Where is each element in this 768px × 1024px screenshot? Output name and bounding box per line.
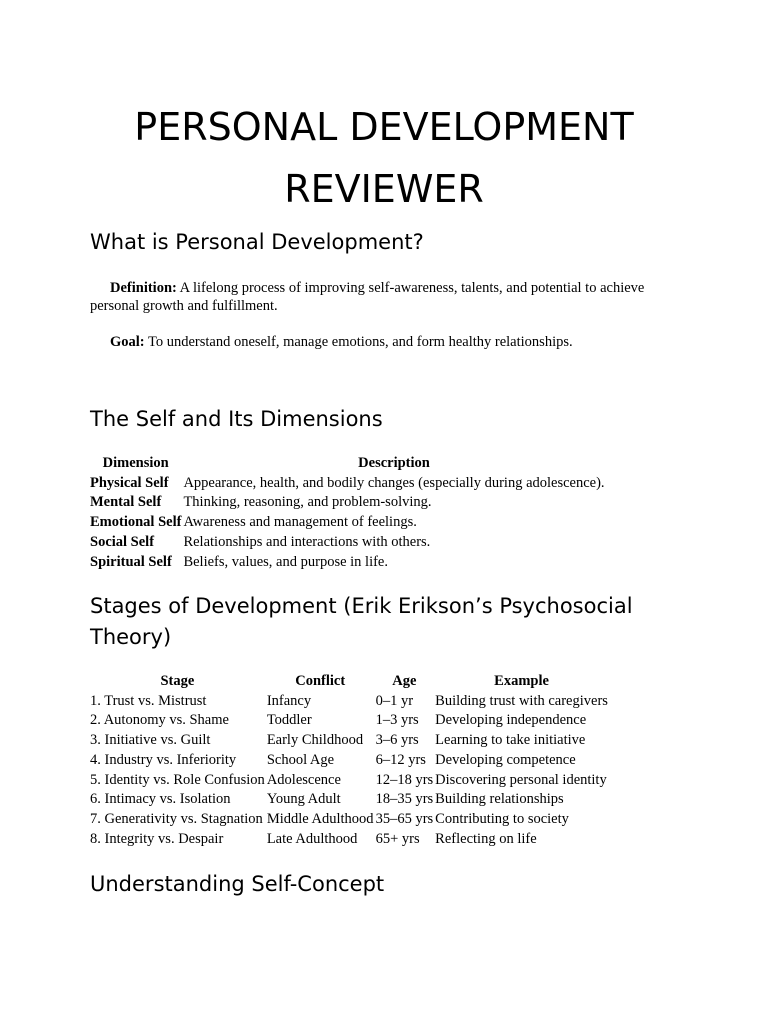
stage-cell: 1. Trust vs. Mistrust [90, 692, 207, 709]
dimension-cell: Mental Self [90, 494, 162, 511]
table-row [89, 513, 606, 533]
conflict-cell: Young Adult [266, 791, 341, 808]
conflict-cell: Infancy [266, 692, 312, 709]
table-row [89, 711, 609, 731]
definition-label: Definition: [110, 280, 177, 296]
example-cell: Reflecting on life [435, 830, 537, 847]
description-cell: Awareness and management of feelings. [183, 514, 417, 531]
age-cell: 65+ yrs [375, 830, 420, 847]
age-cell: 6–12 yrs [375, 751, 426, 768]
conflict-cell: Toddler [266, 712, 312, 729]
heading-stages-line-2: Theory) [90, 625, 172, 649]
table-row [89, 771, 609, 791]
stage-cell: 8. Integrity vs. Despair [90, 830, 224, 847]
definition-text: A lifelong process of improving self-awareness, talents, and potential to achieve personal growth and fulfillment. [90, 280, 645, 314]
example-cell: Contributing to society [435, 810, 569, 827]
table-row [89, 533, 606, 553]
dimension-cell: Emotional Self [90, 514, 182, 531]
conflict-cell: Late Adulthood [266, 830, 358, 847]
column-header-stage: Stage [160, 673, 195, 689]
dimensions-header-row [89, 454, 606, 474]
age-cell: 18–35 yrs [375, 791, 434, 808]
title-line-1: PERSONAL DEVELOPMENT [134, 105, 634, 149]
example-cell: Building trust with caregivers [435, 692, 608, 709]
stage-cell: 7. Generativity vs. Stagnation [90, 810, 263, 827]
conflict-cell: Early Childhood [266, 732, 364, 749]
age-cell: 1–3 yrs [375, 712, 419, 729]
dimension-cell: Social Self [90, 533, 155, 550]
stage-cell: 2. Autonomy vs. Shame [90, 712, 229, 729]
description-cell: Thinking, reasoning, and problem-solving. [183, 494, 432, 511]
stages-header-row [89, 672, 609, 692]
stages-table [89, 672, 609, 849]
conflict-cell: School Age [266, 751, 335, 768]
table-row [89, 493, 606, 513]
heading-stages-of-development [90, 591, 633, 653]
heading-understanding-self-concept: Understanding Self-Concept [90, 872, 385, 896]
example-cell: Developing independence [435, 712, 587, 729]
column-header-conflict: Conflict [295, 673, 346, 689]
stage-cell: 5. Identity vs. Role Confusion [90, 771, 265, 788]
column-header-dimension: Dimension [102, 455, 169, 471]
stage-cell: 3. Initiative vs. Guilt [90, 732, 211, 749]
goal-label: Goal: [110, 334, 145, 350]
table-row [89, 830, 609, 850]
title-line-2: REVIEWER [284, 167, 484, 211]
table-row [89, 731, 609, 751]
table-row [89, 790, 609, 810]
example-cell: Discovering personal identity [435, 771, 607, 788]
description-cell: Beliefs, values, and purpose in life. [183, 553, 388, 570]
column-header-example: Example [494, 673, 549, 689]
stage-cell: 4. Industry vs. Inferiority [90, 751, 237, 768]
description-cell: Relationships and interactions with others. [183, 533, 431, 550]
dimension-cell: Physical Self [90, 474, 169, 491]
column-header-age: Age [392, 673, 417, 689]
goal-paragraph [90, 333, 690, 351]
example-cell: Building relationships [435, 791, 564, 808]
table-row [89, 810, 609, 830]
table-row [89, 751, 609, 771]
dimension-cell: Spiritual Self [90, 553, 172, 570]
age-cell: 12–18 yrs [375, 771, 434, 788]
heading-self-dimensions: The Self and Its Dimensions [90, 407, 383, 431]
heading-stages-line-1: Stages of Development (Erik Erikson’s Psychosocial [90, 594, 633, 618]
dimensions-table [89, 454, 606, 572]
age-cell: 3–6 yrs [375, 732, 419, 749]
goal-text: To understand oneself, manage emotions, and form healthy relationships. [144, 334, 573, 350]
definition-paragraph [90, 279, 690, 315]
age-cell: 35–65 yrs [375, 810, 434, 827]
table-row [89, 474, 606, 494]
conflict-cell: Middle Adulthood [266, 810, 374, 827]
description-cell: Appearance, health, and bodily changes (especially during adolescence). [183, 474, 605, 491]
example-cell: Learning to take initiative [435, 732, 586, 749]
table-row [89, 553, 606, 573]
table-row [89, 692, 609, 712]
heading-what-is-personal-development: What is Personal Development? [90, 230, 424, 254]
age-cell: 0–1 yr [375, 692, 414, 709]
conflict-cell: Adolescence [266, 771, 341, 788]
column-header-description: Description [358, 455, 430, 471]
page-title [0, 96, 768, 220]
example-cell: Developing competence [435, 751, 576, 768]
stage-cell: 6. Intimacy vs. Isolation [90, 791, 231, 808]
